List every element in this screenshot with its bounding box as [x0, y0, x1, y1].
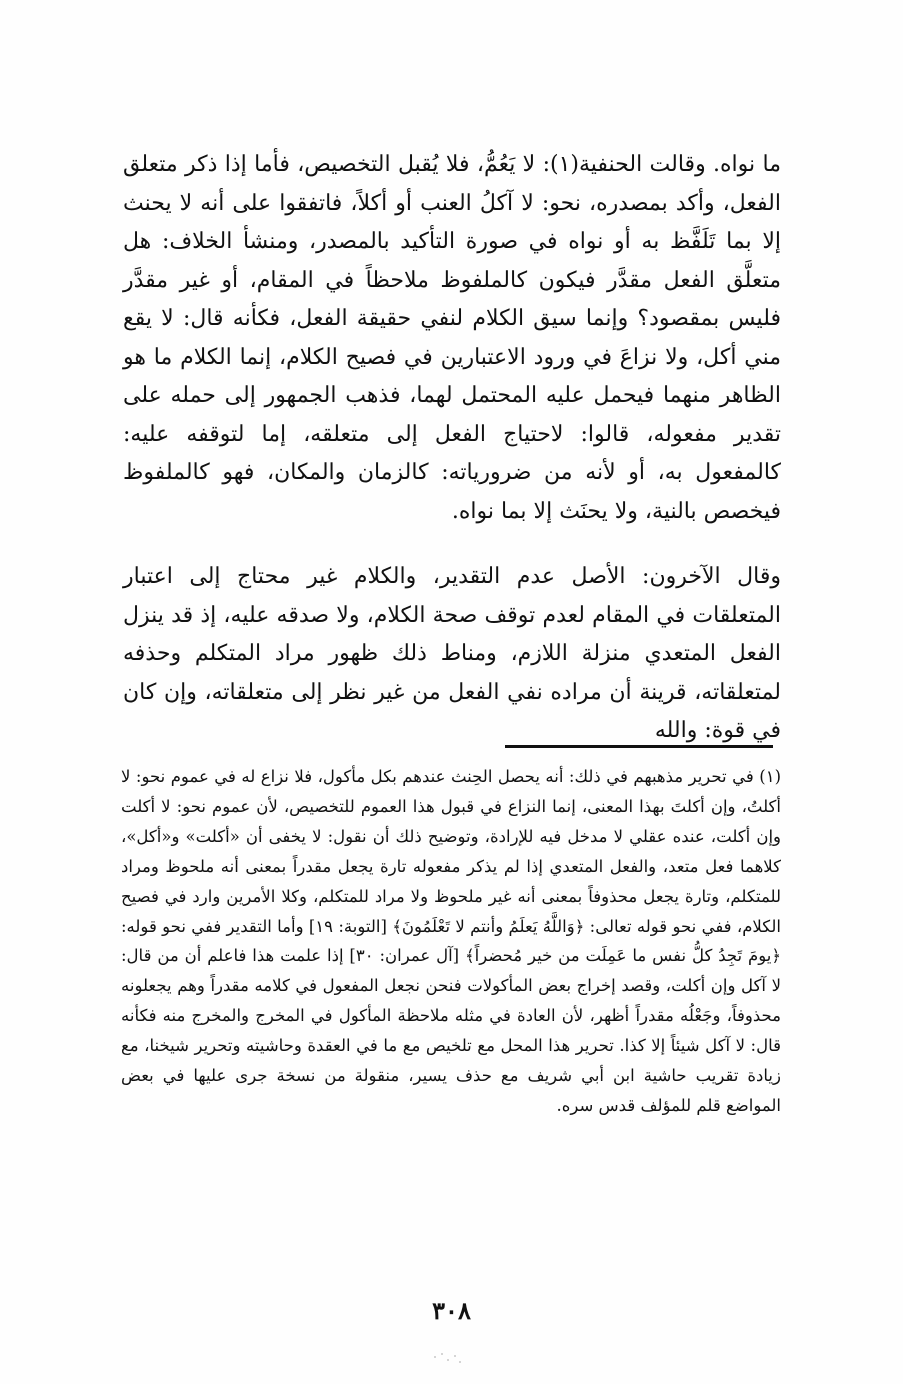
main-paragraph-1: ما نواه. وقالت الحنفية(١): لا يَعُمُّ، فلا يُقبل التخصيص، فأما إذا ذكر متعلق الفعل، وأكد بمصدره، نحو: لا آكلُ العنب أو أكلاً، فاتفقوا على أنه لا يحنث إلا بما تَلَفَّظ به أو نواه في صورة التأكيد بالمصدر، ومنشأ الخلاف: هل متعلَّق الفعل مقدَّر فيكون كالملفوظ ملاحظاً في المقام، أو غير مقدَّر فليس بمقصود؟ وإنما سيق الكلام لنفي حقيقة الفعل، فكأنه قال: لا يقع مني أكل، ولا نزاعَ في ورود الاعتبارين في فصيح الكلام، إنما الكلام ما هو الظاهر منهما فيحمل عليه المحتمل لهما، فذهب الجمهور إلى حمله على تقدير مفعوله، قالوا: لاحتياج الفعل إلى متعلقه، إما لتوقفه عليه: كالمفعول به، أو لأنه من ضرورياته: كالزمان والمكان، فهو كالملفوظ فيخصص بالنية، ولا يحنَث إلا بما نواه. — [123, 152, 781, 524]
page-number: ٣٠٨ — [432, 1296, 471, 1325]
main-paragraph-2: وقال الآخرون: الأصل عدم التقدير، والكلام غير محتاج إلى اعتبار المتعلقات في المقام لعدم توقف صحة الكلام، ولا صدقه عليه، إذ قد ينزل الفعل المتعدي منزلة اللازم، ومناط ذلك ظهور مراد المتكلم وحذفه لمتعلقاته، قرينة أن مراده نفي الفعل من غير نظر إلى متعلقاته، وإن كان في قوة: والله — [123, 564, 781, 743]
footnote-separator-rule — [505, 745, 773, 748]
footnote-1: (١) في تحرير مذهبهم في ذلك: أنه يحصل الحِنث عندهم بكل مأكول، فلا نزاع له في عموم نحو: لا أكلتُ، وإن أكلتَ بهذا المعنى، إنما النزاع في قبول هذا العموم للتخصيص، لأن عموم نحو: لا أكلت وإن أكلت، عنده عقلي لا مدخل فيه للإرادة، وتوضيح ذلك أن نقول: لا يخفى أن «أكلت» و«أكل»، كلاهما فعل متعد، والفعل المتعدي إذا لم يذكر مفعوله تارة يجعل مقدراً بمعنى أنه ملحوظ ومراد للمتكلم، وتارة يجعل محذوفاً بمعنى أنه غير ملحوظ ولا مراد للمتكلم، وكلا الأمرين وارد في فصيح الكلام، ففي نحو قوله تعالى: ﴿وَاللَّهُ يَعلَمُ وأنتم لا تَعْلَمُونَ﴾ [التوبة: ١٩] وأما التقدير ففي نحو قوله: ﴿يومَ تَجِدُ كلُّ نفس ما عَمِلَت من خير مُحضراً﴾ [آل عمران: ٣٠] إذا علمت هذا فاعلم أن من قال: لا آكل وإن أكلت، وقصد إخراج بعض المأكولات فنحن نجعل المفعول في كلامه مقدراً وهم يجعلونه محذوفاً، وجَعْلُه مقدراً أظهر، لأن العادة في مثله ملاحظة المأكول في المخرج والمخرج منه فكأنه قال: لا آكل شيئاً إلا كذا. تحرير هذا المحل مع تلخيص مع ما في العقدة وحاشيته وتحرير شيخنا، مع زيادة تقريب حاشية ابن أبي شريف مع حذف يسير، منقولة من نسخة جرى عليها في بعض المواضع قلم للمؤلف قدس سره. — [121, 767, 781, 1115]
scan-speck-marks — [432, 1352, 462, 1366]
